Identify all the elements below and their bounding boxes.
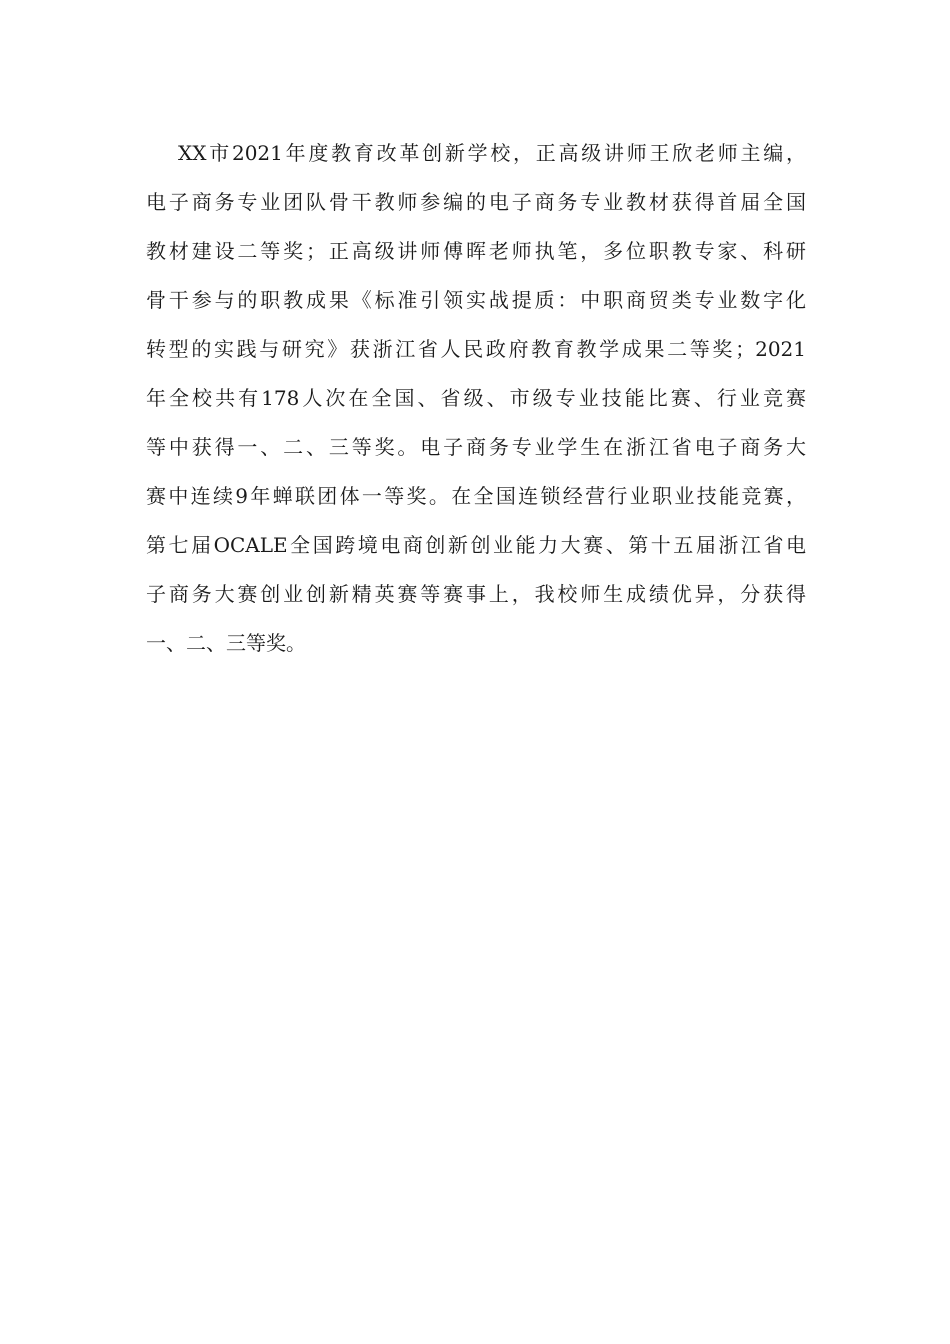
- paragraph: [146, 134, 806, 673]
- paragraph-line-9: 第七届OCALE全国跨境电商创新创业能力大赛、第十五届浙江省电: [146, 533, 806, 557]
- paragraph-line-8: 赛中连续9年蝉联团体一等奖。在全国连锁经营行业职业技能竞赛，: [146, 484, 806, 508]
- paragraph-line-5: 转型的实践与研究》获浙江省人民政府教育教学成果二等奖；2021: [146, 337, 806, 361]
- paragraph-line-7: 等中获得一、二、三等奖。电子商务专业学生在浙江省电子商务大: [146, 435, 806, 459]
- paragraph-line-4: 骨干参与的职教成果《标准引领实战提质：中职商贸类专业数字化: [146, 288, 806, 312]
- paragraph-line-1: XX市2021年度教育改革创新学校，正高级讲师王欣老师主编，: [178, 141, 806, 165]
- paragraph-line-10: 子商务大赛创业创新精英赛等赛事上，我校师生成绩优异，分获得: [146, 582, 806, 606]
- paragraph-line-3: 教材建设二等奖；正高级讲师傅晖老师执笔，多位职教专家、科研: [146, 239, 806, 263]
- paragraph-line-6: 年全校共有178人次在全国、省级、市级专业技能比赛、行业竞赛: [146, 386, 806, 410]
- paragraph-line-11: 一、二、三等奖。: [146, 631, 306, 655]
- paragraph-line-2: 电子商务专业团队骨干教师参编的电子商务专业教材获得首届全国: [146, 190, 806, 214]
